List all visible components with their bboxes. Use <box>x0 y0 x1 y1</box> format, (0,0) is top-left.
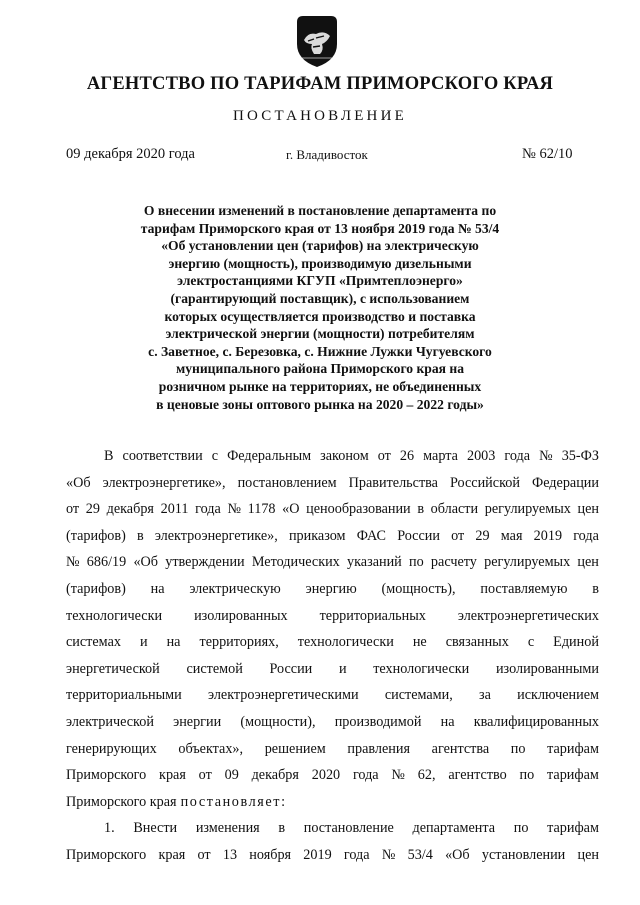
body-word: цен <box>577 846 599 863</box>
body-word: утверждении <box>165 554 245 571</box>
body-word: изолированными <box>495 660 599 677</box>
body-word: департамента <box>412 820 496 837</box>
body-word: цен <box>577 554 599 571</box>
body-line <box>66 656 599 683</box>
body-line <box>66 762 599 789</box>
document-title <box>100 202 540 413</box>
body-word: агентство <box>448 767 507 784</box>
body-word: года <box>573 527 599 544</box>
document-number: № 62/10 <box>522 146 573 162</box>
body-word: по <box>513 820 529 837</box>
body-word: производимой <box>334 713 422 730</box>
body-word: электроэнергетике», <box>154 527 278 544</box>
body-word: за <box>479 687 491 704</box>
body-word: Российской <box>450 474 520 491</box>
body-word: электрическую <box>189 580 281 597</box>
body-word: с <box>211 448 219 464</box>
title-line: которых осуществляется производство и поставка <box>164 308 476 324</box>
body-word: электроэнергетических <box>457 607 599 624</box>
body-word: года <box>195 501 221 518</box>
body-word: № <box>391 767 405 784</box>
body-word: на <box>150 580 165 597</box>
body-word: (мощность), <box>381 580 456 597</box>
body-word: тарифам <box>547 767 599 784</box>
body-word: регулируемых <box>484 501 571 518</box>
body-word: в <box>278 820 286 837</box>
body-word: по <box>519 767 535 784</box>
body-word: № <box>381 846 396 863</box>
body-word: на <box>440 713 455 730</box>
body-word: территориальными <box>66 687 182 704</box>
title-line: тарифам Приморского края от 13 ноября 2019 года № 53/4 <box>140 220 500 236</box>
body-word: Методических <box>251 554 340 571</box>
body-word: Правительства <box>348 474 438 491</box>
title-line: (гарантирующий поставщик), с использованием <box>170 290 470 306</box>
body-line <box>66 470 599 497</box>
body-word: в <box>417 501 425 518</box>
body-word: Приморского <box>66 767 147 784</box>
body-word: и <box>139 634 148 651</box>
body-word: 09 <box>224 767 239 784</box>
body-word: 2020 <box>311 767 341 784</box>
body-word: края <box>158 846 186 863</box>
resolution-keyword: постановляет: <box>180 793 287 810</box>
body-word: Федеральным <box>227 448 312 464</box>
body-word: 53/4 <box>407 846 433 863</box>
body-word: изменения <box>195 820 260 837</box>
body-word: (мощности), <box>240 713 316 730</box>
body-word: постановлением <box>237 474 337 491</box>
body-word: квалифицированных <box>473 713 599 730</box>
body-word: технологически <box>66 607 163 624</box>
body-word: постановление <box>303 820 394 837</box>
body-word: Федерации <box>531 474 599 491</box>
title-line: «Об установлении цен (тарифов) на электрическую <box>161 238 479 254</box>
body-word: России <box>269 660 313 677</box>
body-line-last <box>66 789 599 816</box>
body-word: ноября <box>249 846 292 863</box>
body-line <box>66 682 599 709</box>
body-word: области <box>430 501 479 518</box>
body-word: № <box>227 501 241 518</box>
body-word: тарифам <box>547 820 599 837</box>
title-line: в ценовые зоны оптового рынка на 2020 – 2022 годы» <box>156 396 484 412</box>
body-word: не <box>412 634 427 651</box>
body-word: 2003 <box>466 448 496 464</box>
body-word: по <box>409 554 424 571</box>
body-word: от <box>451 527 465 544</box>
body-word: ФАС <box>356 527 387 544</box>
body-word: в <box>592 580 599 597</box>
title-line: с. Заветное, с. Березовка, с. Нижние Лужки Чугуевского <box>148 343 492 359</box>
body-word: электрической <box>66 713 154 730</box>
body-word: расчету <box>430 554 477 571</box>
body-word: установлении <box>481 846 566 863</box>
body-word: декабря <box>106 501 154 518</box>
body-line <box>66 736 599 763</box>
body-word: (тарифов) <box>66 527 126 544</box>
body-word: 13 <box>222 846 238 863</box>
body-word: по <box>510 740 526 757</box>
title-line: электрической энергии (мощности) потребителям <box>165 326 475 342</box>
body-word: № <box>66 554 80 571</box>
body-word: приказом <box>288 527 346 544</box>
body-word: генерирующих <box>66 740 157 757</box>
body-word: исключением <box>517 687 599 704</box>
title-line: О внесении изменений в постановление департамента по <box>143 203 497 218</box>
body-word: края <box>159 767 186 784</box>
body-line <box>66 496 599 523</box>
title-line: розничном рынке на территориях, не объединенных <box>158 378 482 394</box>
agency-name: АГЕНТСТВО ПО ТАРИФАМ ПРИМОРСКОГО КРАЯ <box>86 74 554 94</box>
body-word: России <box>397 527 440 544</box>
title-line: энергию (мощность), производимую дизельными <box>168 255 472 271</box>
body-word: 2019 <box>533 527 563 544</box>
body-line <box>66 603 599 630</box>
body-word: 686/19 <box>86 554 127 571</box>
body-word: и <box>338 660 347 677</box>
body-word: системах <box>66 634 121 651</box>
body-word: от <box>198 767 212 784</box>
body-line <box>66 709 599 736</box>
body-word: ценообразовании <box>306 501 411 518</box>
body-word: «О <box>282 501 300 518</box>
body-word: от <box>377 448 391 464</box>
coat-of-arms-emblem <box>294 14 340 68</box>
body-word: 2011 <box>160 501 189 518</box>
body-word: «Об <box>445 846 470 863</box>
body-word: от <box>197 846 211 863</box>
body-word: Единой <box>553 634 599 651</box>
body-word: энергетической <box>66 660 160 677</box>
body-word: 35-ФЗ <box>561 448 599 464</box>
document-date: 09 декабря 2020 года <box>66 146 195 162</box>
body-word: Внести <box>133 820 178 837</box>
body-word: 2019 <box>303 846 332 863</box>
body-word: энергию <box>305 580 357 597</box>
body-word: Приморского <box>66 846 147 863</box>
body-word: указаний <box>347 554 402 571</box>
body-word: года <box>343 846 370 863</box>
body-word: года <box>352 767 379 784</box>
body-word: цен <box>577 501 599 518</box>
body-word: 1178 <box>247 501 276 518</box>
body-word: территориях, <box>199 634 279 651</box>
body-line <box>66 842 599 869</box>
body-word: 1. <box>104 820 115 837</box>
body-word: электроэнергетическими <box>207 687 359 704</box>
body-word: энергии <box>173 713 222 730</box>
body-word: электроэнергетике», <box>102 474 226 491</box>
body-word: технологически <box>297 634 394 651</box>
body-word: 29 <box>475 527 490 544</box>
body-word: технологически <box>373 660 470 677</box>
body-word: (тарифов) <box>66 580 126 597</box>
body-word: года <box>504 448 531 464</box>
body-word: решением <box>264 740 326 757</box>
body-word: поставляемую <box>480 580 568 597</box>
body-line <box>66 443 599 470</box>
body-word: территориальных <box>319 607 426 624</box>
body-word: системами, <box>384 687 453 704</box>
body-word: 29 <box>85 501 100 518</box>
body-word: изолированных <box>194 607 288 624</box>
body-word: № <box>539 448 553 464</box>
body-word: на <box>166 634 181 651</box>
body-word: с <box>527 634 535 651</box>
body-word: в <box>136 527 144 544</box>
body-line <box>66 523 599 550</box>
body-word: марта <box>423 448 458 464</box>
body-word: декабря <box>251 767 299 784</box>
body-word: «Об <box>66 474 91 491</box>
body-word: мая <box>500 527 523 544</box>
body-word: «Об <box>133 554 158 571</box>
body-word: 26 <box>399 448 415 464</box>
title-line: муниципального района Приморского края на <box>175 361 465 377</box>
document-body <box>66 443 599 869</box>
body-word: 62, <box>417 767 436 784</box>
body-word: объектах», <box>178 740 244 757</box>
body-text-prefix: Приморского края <box>66 793 177 810</box>
body-word: законом <box>320 448 369 464</box>
body-word: правления <box>347 740 411 757</box>
document-city: г. Владивосток <box>286 147 368 162</box>
title-line: электростанциями КГУП «Примтеплоэнерго» <box>177 273 463 289</box>
body-word: регулируемых <box>484 554 571 571</box>
body-line <box>66 549 599 576</box>
body-word: связанных <box>445 634 509 651</box>
body-word: системой <box>186 660 243 677</box>
body-line <box>66 576 599 603</box>
body-line <box>66 815 599 842</box>
body-word: тарифам <box>547 740 599 757</box>
body-word: В <box>104 448 114 464</box>
body-word: агентства <box>431 740 490 757</box>
body-line <box>66 629 599 656</box>
document-type: ПОСТАНОВЛЕНИЕ <box>233 108 407 124</box>
body-word: соответствии <box>122 448 203 464</box>
body-word: от <box>66 501 80 518</box>
